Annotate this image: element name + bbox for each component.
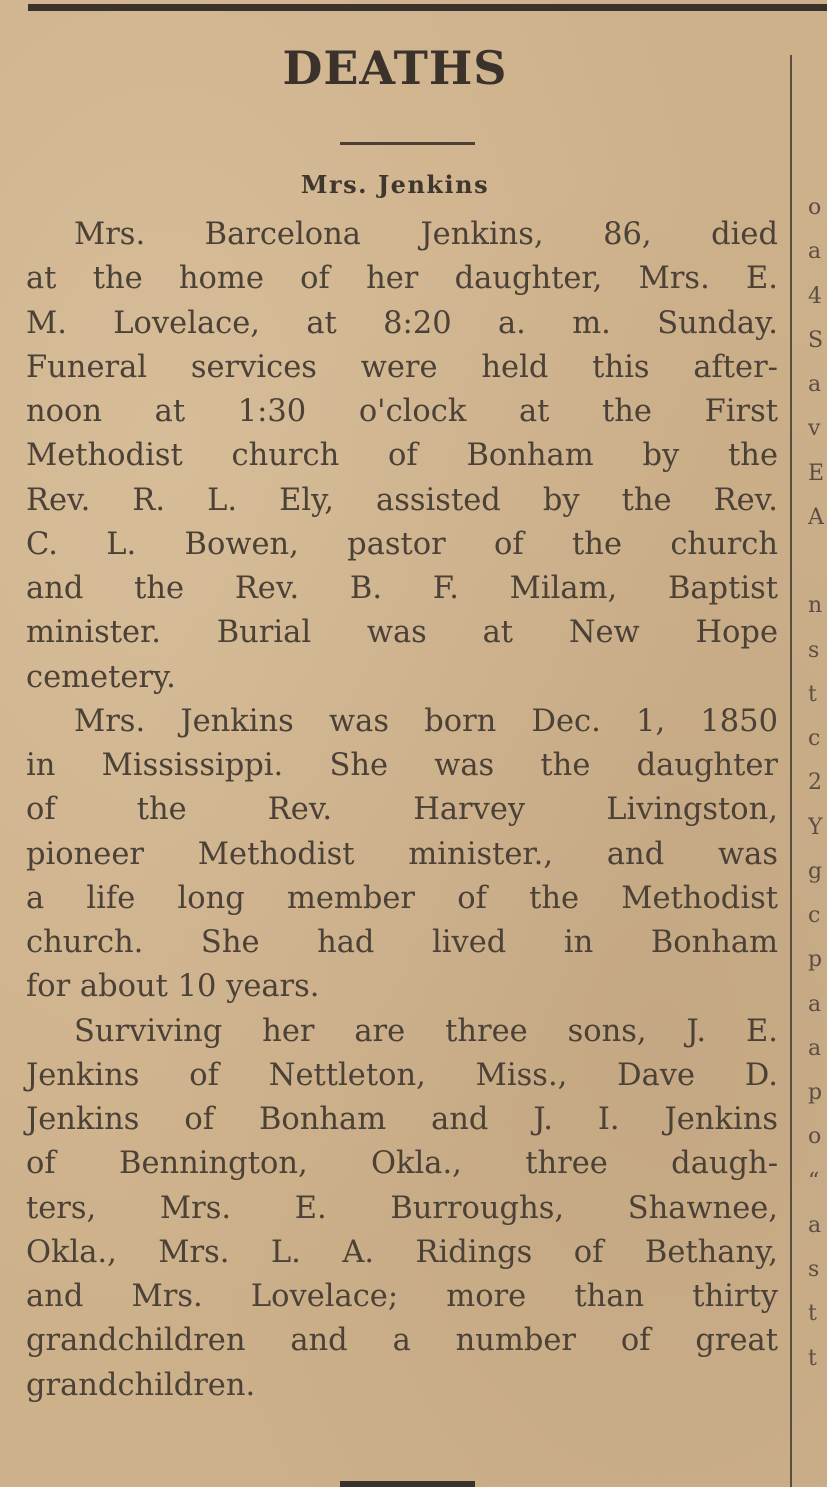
column-divider	[790, 55, 792, 1487]
article-line: M. Lovelace, at 8:20 a. m. Sunday.	[26, 305, 778, 341]
article-line: C. L. Bowen, pastor of the church	[26, 526, 778, 562]
adjacent-char: a	[808, 239, 822, 265]
adjacent-char: a	[808, 1035, 822, 1061]
adjacent-char: 4	[808, 283, 822, 309]
article-line: cemetery.	[26, 659, 176, 695]
headline-rule	[340, 142, 475, 145]
article-line: church. She had lived in Bonham	[26, 925, 778, 960]
article-line: grandchildren and a number of great	[26, 1323, 778, 1359]
article-line: pioneer Methodist minister., and was	[26, 836, 778, 872]
adjacent-char: 2	[808, 770, 822, 796]
adjacent-char: A	[808, 504, 824, 530]
adjacent-char: a	[808, 991, 822, 1017]
adjacent-char: c	[808, 726, 821, 751]
article-line: ters, Mrs. E. Burroughs, Shawnee,	[26, 1190, 778, 1226]
adjacent-char: “	[808, 1168, 820, 1194]
article-body	[26, 213, 778, 1408]
adjacent-char: o	[808, 1124, 822, 1150]
adjacent-char: o	[808, 195, 822, 220]
adjacent-char: p	[808, 947, 823, 973]
adjacent-char: S	[808, 327, 824, 353]
article-line: of the Rev. Harvey Livingston,	[26, 792, 778, 828]
adjacent-char: n	[808, 593, 823, 619]
article-line: at the home of her daughter, Mrs. E.	[26, 261, 778, 297]
article-line: Methodist church of Bonham by the	[26, 438, 778, 474]
adjacent-char: s	[808, 1257, 820, 1282]
bottom-rule	[340, 1481, 475, 1487]
adjacent-char: t	[808, 1345, 817, 1371]
article-line: Rev. R. L. Ely, assisted by the Rev.	[26, 482, 778, 518]
adjacent-char: p	[808, 1080, 823, 1105]
adjacent-char: a	[808, 372, 822, 397]
article-line: Okla., Mrs. L. A. Ridings of Bethany,	[26, 1234, 778, 1270]
article-line: grandchildren.	[26, 1367, 256, 1403]
article-line: noon at 1:30 o'clock at the First	[26, 394, 778, 429]
adjacent-char: t	[808, 1301, 817, 1327]
article-line: and the Rev. B. F. Milam, Baptist	[26, 571, 778, 606]
adjacent-char: s	[808, 637, 820, 663]
article-line: Jenkins of Nettleton, Miss., Dave D.	[26, 1057, 778, 1093]
adjacent-char: Y	[808, 814, 823, 840]
article-line: a life long member of the Methodist	[26, 880, 778, 916]
adjacent-char: E	[808, 460, 825, 486]
article-line: minister. Burial was at New Hope	[26, 615, 778, 651]
article-line: and Mrs. Lovelace; more than thirty	[26, 1279, 778, 1314]
adjacent-char: g	[808, 858, 823, 884]
article-line: Mrs. Barcelona Jenkins, 86, died	[74, 217, 778, 252]
adjacent-column-fragment	[808, 186, 827, 1381]
article-line: Mrs. Jenkins was born Dec. 1, 1850	[74, 703, 778, 739]
top-rule	[28, 4, 827, 11]
adjacent-char	[808, 540, 827, 584]
article-headline: Mrs. Jenkins	[300, 170, 490, 199]
adjacent-char: a	[808, 1212, 822, 1238]
article-line: for about 10 years.	[26, 969, 320, 1005]
article-line: of Bennington, Okla., three daugh-	[26, 1146, 778, 1182]
adjacent-char: t	[808, 681, 817, 707]
article-line: in Mississippi. She was the daughter	[26, 748, 778, 783]
article-line: Surviving her are three sons, J. E.	[74, 1013, 778, 1049]
article-line: Jenkins of Bonham and J. I. Jenkins	[26, 1102, 778, 1137]
adjacent-char: c	[808, 903, 821, 928]
adjacent-char: v	[808, 416, 821, 442]
article-line: Funeral services were held this after-	[26, 349, 778, 385]
section-title: DEATHS	[282, 41, 508, 95]
